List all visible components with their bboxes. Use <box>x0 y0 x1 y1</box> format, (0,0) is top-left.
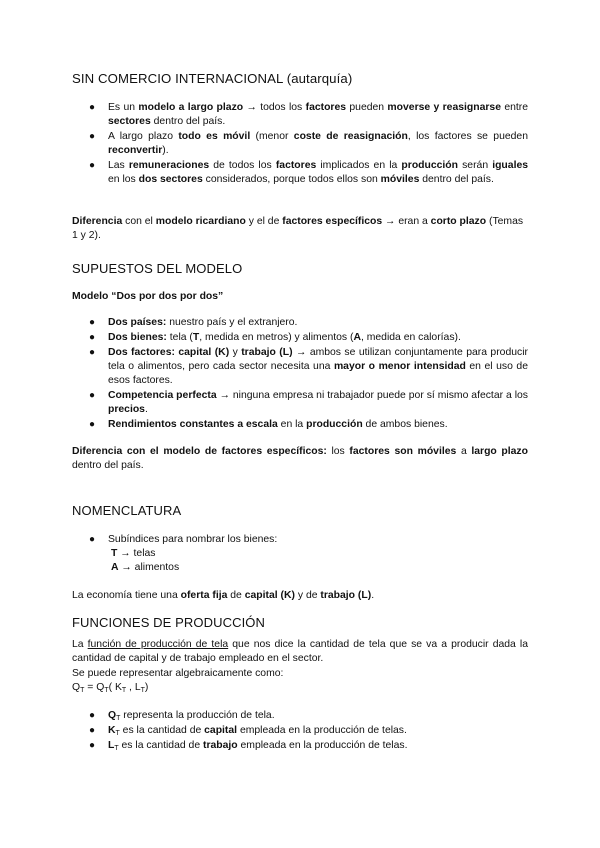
production-formula: $Q_T = Q_T$( $K_T$ , $L_T$) <box>72 682 149 694</box>
bullet-icon: ● <box>89 710 96 721</box>
difference-specific-factors-paragraph: Diferencia con el modelo de factores específicos: los factores son móviles a largo plazo dentro del país. <box>72 446 528 471</box>
list-item: ● Competencia perfecta → ninguna empresa ni trabajador puede por sí mismo afectar a los precios. <box>89 390 529 415</box>
list-item: ● Dos factores: capital (K) y trabajo (L) → ambos se utilizan conjuntamente para producir tela o alimentos, pero cada sector necesita una mayor o menor intensidad en el uso de esos factores. <box>89 347 528 386</box>
section-title-autarquia: SIN COMERCIO INTERNACIONAL (autarquía) <box>72 71 353 86</box>
list-item: ● $Q_T$ representa la producción de tela. <box>89 710 275 722</box>
production-function-paragraph: La función de producción de tela que nos dice la cantidad de tela que se va a producir dada la cantidad de capital y de trabajo empleado en el sector. <box>72 639 528 664</box>
list-item: ● $L_T$ es la cantidad de trabajo empleada en la producción de telas. <box>89 740 408 752</box>
difference-ricardian-paragraph: Diferencia con el modelo ricardiano y el de factores específicos → eran a corto plazo (Temas 1 y 2). <box>72 216 524 241</box>
bullet-icon: ● <box>89 740 96 751</box>
bullet-icon: ● <box>89 419 96 430</box>
supuestos-bullet-list <box>72 316 528 433</box>
list-item: ● Dos países: nuestro país y el extranjero. <box>89 317 298 328</box>
list-item: ● A largo plazo todo es móvil (menor coste de reasignación, los factores se pueden reconvertir). <box>89 131 528 156</box>
list-item: ● Las remuneraciones de todos los factores implicados en la producción serán iguales en los dos sectores considerados, porque todos ellos son móviles dentro del país. <box>89 160 529 185</box>
list-item: ● Dos bienes: tela (T, medida en metros) y alimentos (A, medida en calorías). <box>89 332 461 343</box>
section-title-funciones: FUNCIONES DE PRODUCCIÓN <box>72 615 265 630</box>
autarquia-bullet-list <box>72 101 528 188</box>
production-variables-list <box>72 709 528 754</box>
list-item: ● Rendimientos constantes a escala en la producción de ambos bienes. <box>89 419 448 430</box>
fixed-supply-paragraph: La economía tiene una oferta fija de capital (K) y de trabajo (L). <box>72 590 375 601</box>
algebraic-representation-text: Se puede representar algebraicamente como: <box>72 668 284 679</box>
bullet-icon: ● <box>89 131 96 142</box>
list-item: ● Es un modelo a largo plazo → todos los factores pueden moverse y reasignarse entre sectores dentro del país. <box>89 102 529 127</box>
bullet-icon: ● <box>89 102 96 113</box>
section-title-nomenclatura: NOMENCLATURA <box>72 503 182 518</box>
bullet-icon: ● <box>89 534 96 545</box>
bullet-icon: ● <box>89 347 96 358</box>
bullet-icon: ● <box>89 390 96 401</box>
nomenclatura-bullet-list <box>72 533 528 548</box>
list-item: ● Subíndices para nombrar los bienes: <box>89 534 278 545</box>
list-item: ● $K_T$ es la cantidad de capital empleada en la producción de telas. <box>89 725 407 737</box>
bullet-icon: ● <box>89 160 96 171</box>
section-title-supuestos: SUPUESTOS DEL MODELO <box>72 261 243 276</box>
bullet-icon: ● <box>89 317 96 328</box>
bullet-icon: ● <box>89 332 96 343</box>
model-subtitle: Modelo “Dos por dos por dos” <box>72 291 224 302</box>
bullet-icon: ● <box>89 725 96 736</box>
subindex-alimentos: A → alimentos <box>111 562 180 573</box>
subindex-telas: T → telas <box>111 548 156 559</box>
